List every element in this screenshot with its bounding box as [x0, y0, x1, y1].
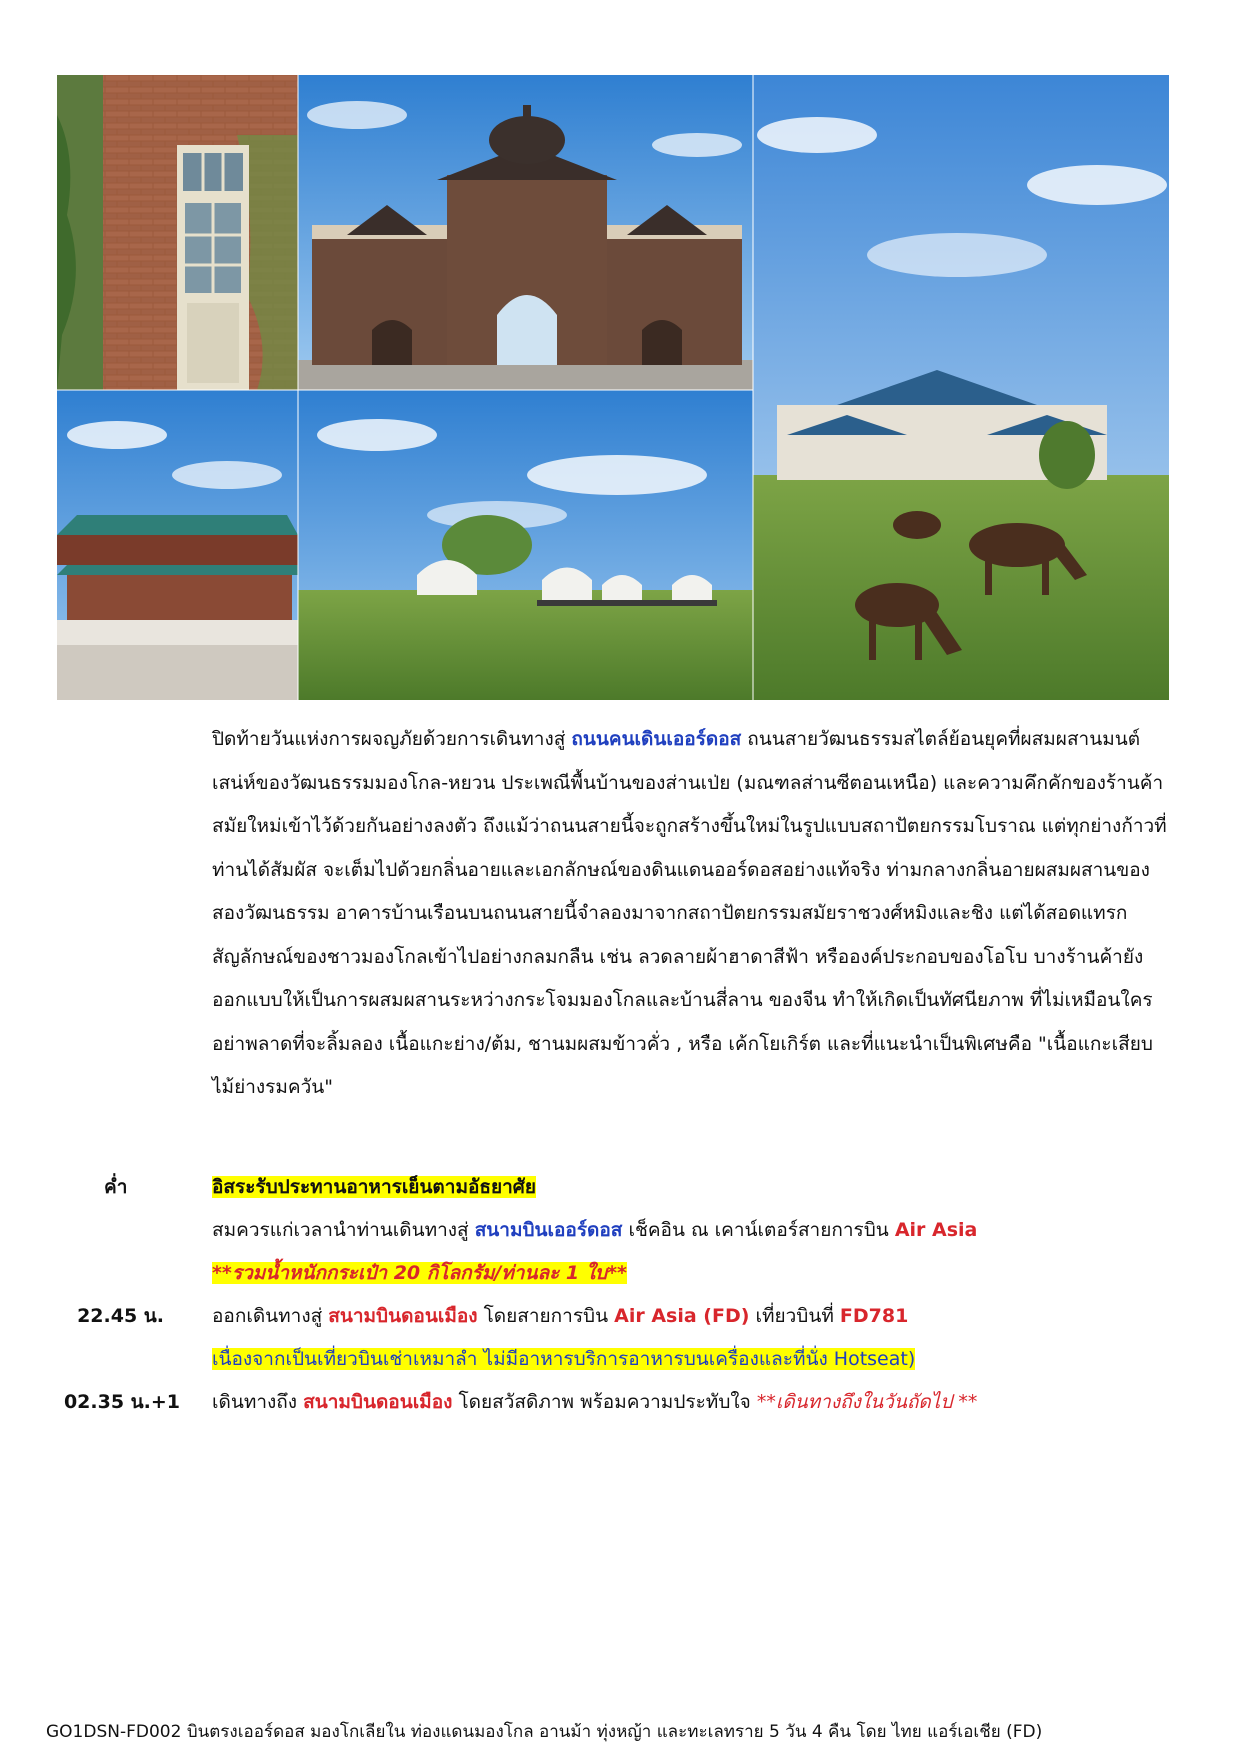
flight-pre: ออกเดินทางสู่ [212, 1305, 329, 1327]
flight-number: FD781 [839, 1305, 909, 1327]
temple-roof-photo [57, 390, 298, 700]
arrival-next-day-note: **เดินทางถึงในวันถัดไป ** [756, 1391, 978, 1413]
dinner-title-row [212, 1172, 536, 1202]
flight-row [212, 1301, 908, 1331]
charter-note: เนื่องจากเป็นเที่ยวบินเช่าเหมาลำ ไม่มีอาหารบริการอาหารบนเครื่องและที่นั่ง Hotseat) [212, 1348, 916, 1370]
brick-building-door-photo [57, 75, 298, 390]
checkin-counter-text: เช็คอิน ณ เคาน์เตอร์สายการบิน [622, 1219, 895, 1241]
dinner-label: ค่ำ [104, 1176, 128, 1198]
charter-note-row [212, 1344, 915, 1374]
arrival-pre: เดินทางถึง [212, 1391, 304, 1413]
departure-time: 22.45 น. [77, 1305, 164, 1327]
yurts-meadow-photo [298, 390, 753, 700]
baggage-note: **รวมน้ำหนักกระเป๋า 20 กิโลกรัม/ท่านละ 1 ใบ** [212, 1262, 627, 1284]
arrival-time: 02.35 น.+1 [63, 1391, 180, 1413]
checkin-text: สมควรแก่เวลานำท่านเดินทางสู่ [212, 1219, 475, 1241]
checkin-airline: Air Asia [894, 1219, 978, 1241]
flight-mid: โดยสายการบิน [477, 1305, 615, 1327]
photo-collage [57, 75, 1169, 700]
walking-street-name: ถนนคนเดินเออร์ดอส [571, 728, 742, 750]
arrival-airport: สนามบินดอนเมือง [303, 1391, 453, 1413]
mongolian-gate-palace-photo [298, 75, 753, 390]
paragraph-lead: ปิดท้ายวันแห่งการผจญภัยด้วยการเดินทางสู่ [212, 728, 572, 750]
paragraph-body: ถนนสายวัฒนธรรมสไตล์ย้อนยุคที่ผสมผสานมนต์เสน่ห์ของวัฒนธรรมมองโกล-หยวน ประเพณีพื้นบ้านของส่านเป่ย (มณฑลส่านซีตอนเหนือ) และความคึกคักของร้านค้าสมัยใหม่เข้าไว้ด้วยกันอย่างลงตัว ถึงแม้ว่าถนนสายนี้จะถูกสร้างขึ้นใหม่ในรูปแบบสถาปัตยกรรมโบราณ แต่ทุกย่างก้าวที่ท่านได้สัมผัส จะเต็มไปด้วยกลิ่นอายและเอกลักษณ์ของดินแดนออร์ดอสอย่างแท้จริง ท่ามกลางกลิ่นอายผสมผสานของสองวัฒนธรรม อาคารบ้านเรือนบนถนนสายนี้จำลองมาจากสถาปัตยกรรมสมัยราชวงศ์หมิงและชิง แต่ได้สอดแทรกสัญลักษณ์ของชาวมองโกลเข้าไปอย่างกลมกลืน เช่น ลวดลายผ้าฮาดาสีฟ้า หรือองค์ประกอบของโอโบ บางร้านค้ายังออกแบบให้เป็นการผสมผสานระหว่างกระโจมมองโกลและบ้านสี่ลาน ของจีน ทำให้เกิดเป็นทัศนียภาพ ที่ไม่เหมือนใคร อย่าพลาดที่จะลิ้มลอง เนื้อแกะย่าง/ต้ม, ชานมผสมข้าวคั่ว , หรือ เค้กโยเกิร์ต และที่แนะนำเป็นพิเศษคือ "เนื้อแกะเสียบไม้ย่างรมควัน" [212, 728, 1167, 1098]
description-paragraph [212, 718, 1172, 1110]
arrival-row [212, 1387, 977, 1417]
don-mueang-airport: สนามบินดอนเมือง [328, 1305, 478, 1327]
checkin-row [212, 1215, 977, 1245]
baggage-row [212, 1258, 627, 1288]
flight-mid2: เที่ยวบินที่ [749, 1305, 840, 1327]
page-footer: GO1DSN-FD002 บินตรงเออร์ดอส มองโกเลียใน ท่องแดนมองโกล อานม้า ทุ่งหญ้า และทะเลทราย 5 วัน 4 คืน โดย ไทย แอร์เอเชีย (FD) [46, 1722, 1043, 1742]
arrival-mid: โดยสวัสดิภาพ พร้อมความประทับใจ [452, 1391, 757, 1413]
ordos-airport: สนามบินเออร์ดอส [474, 1219, 623, 1241]
palace-grassland-horses-photo [753, 75, 1169, 700]
dinner-title: อิสระรับประทานอาหารเย็นตามอัธยาศัย [212, 1176, 536, 1198]
flight-airline: Air Asia (FD) [614, 1305, 750, 1327]
